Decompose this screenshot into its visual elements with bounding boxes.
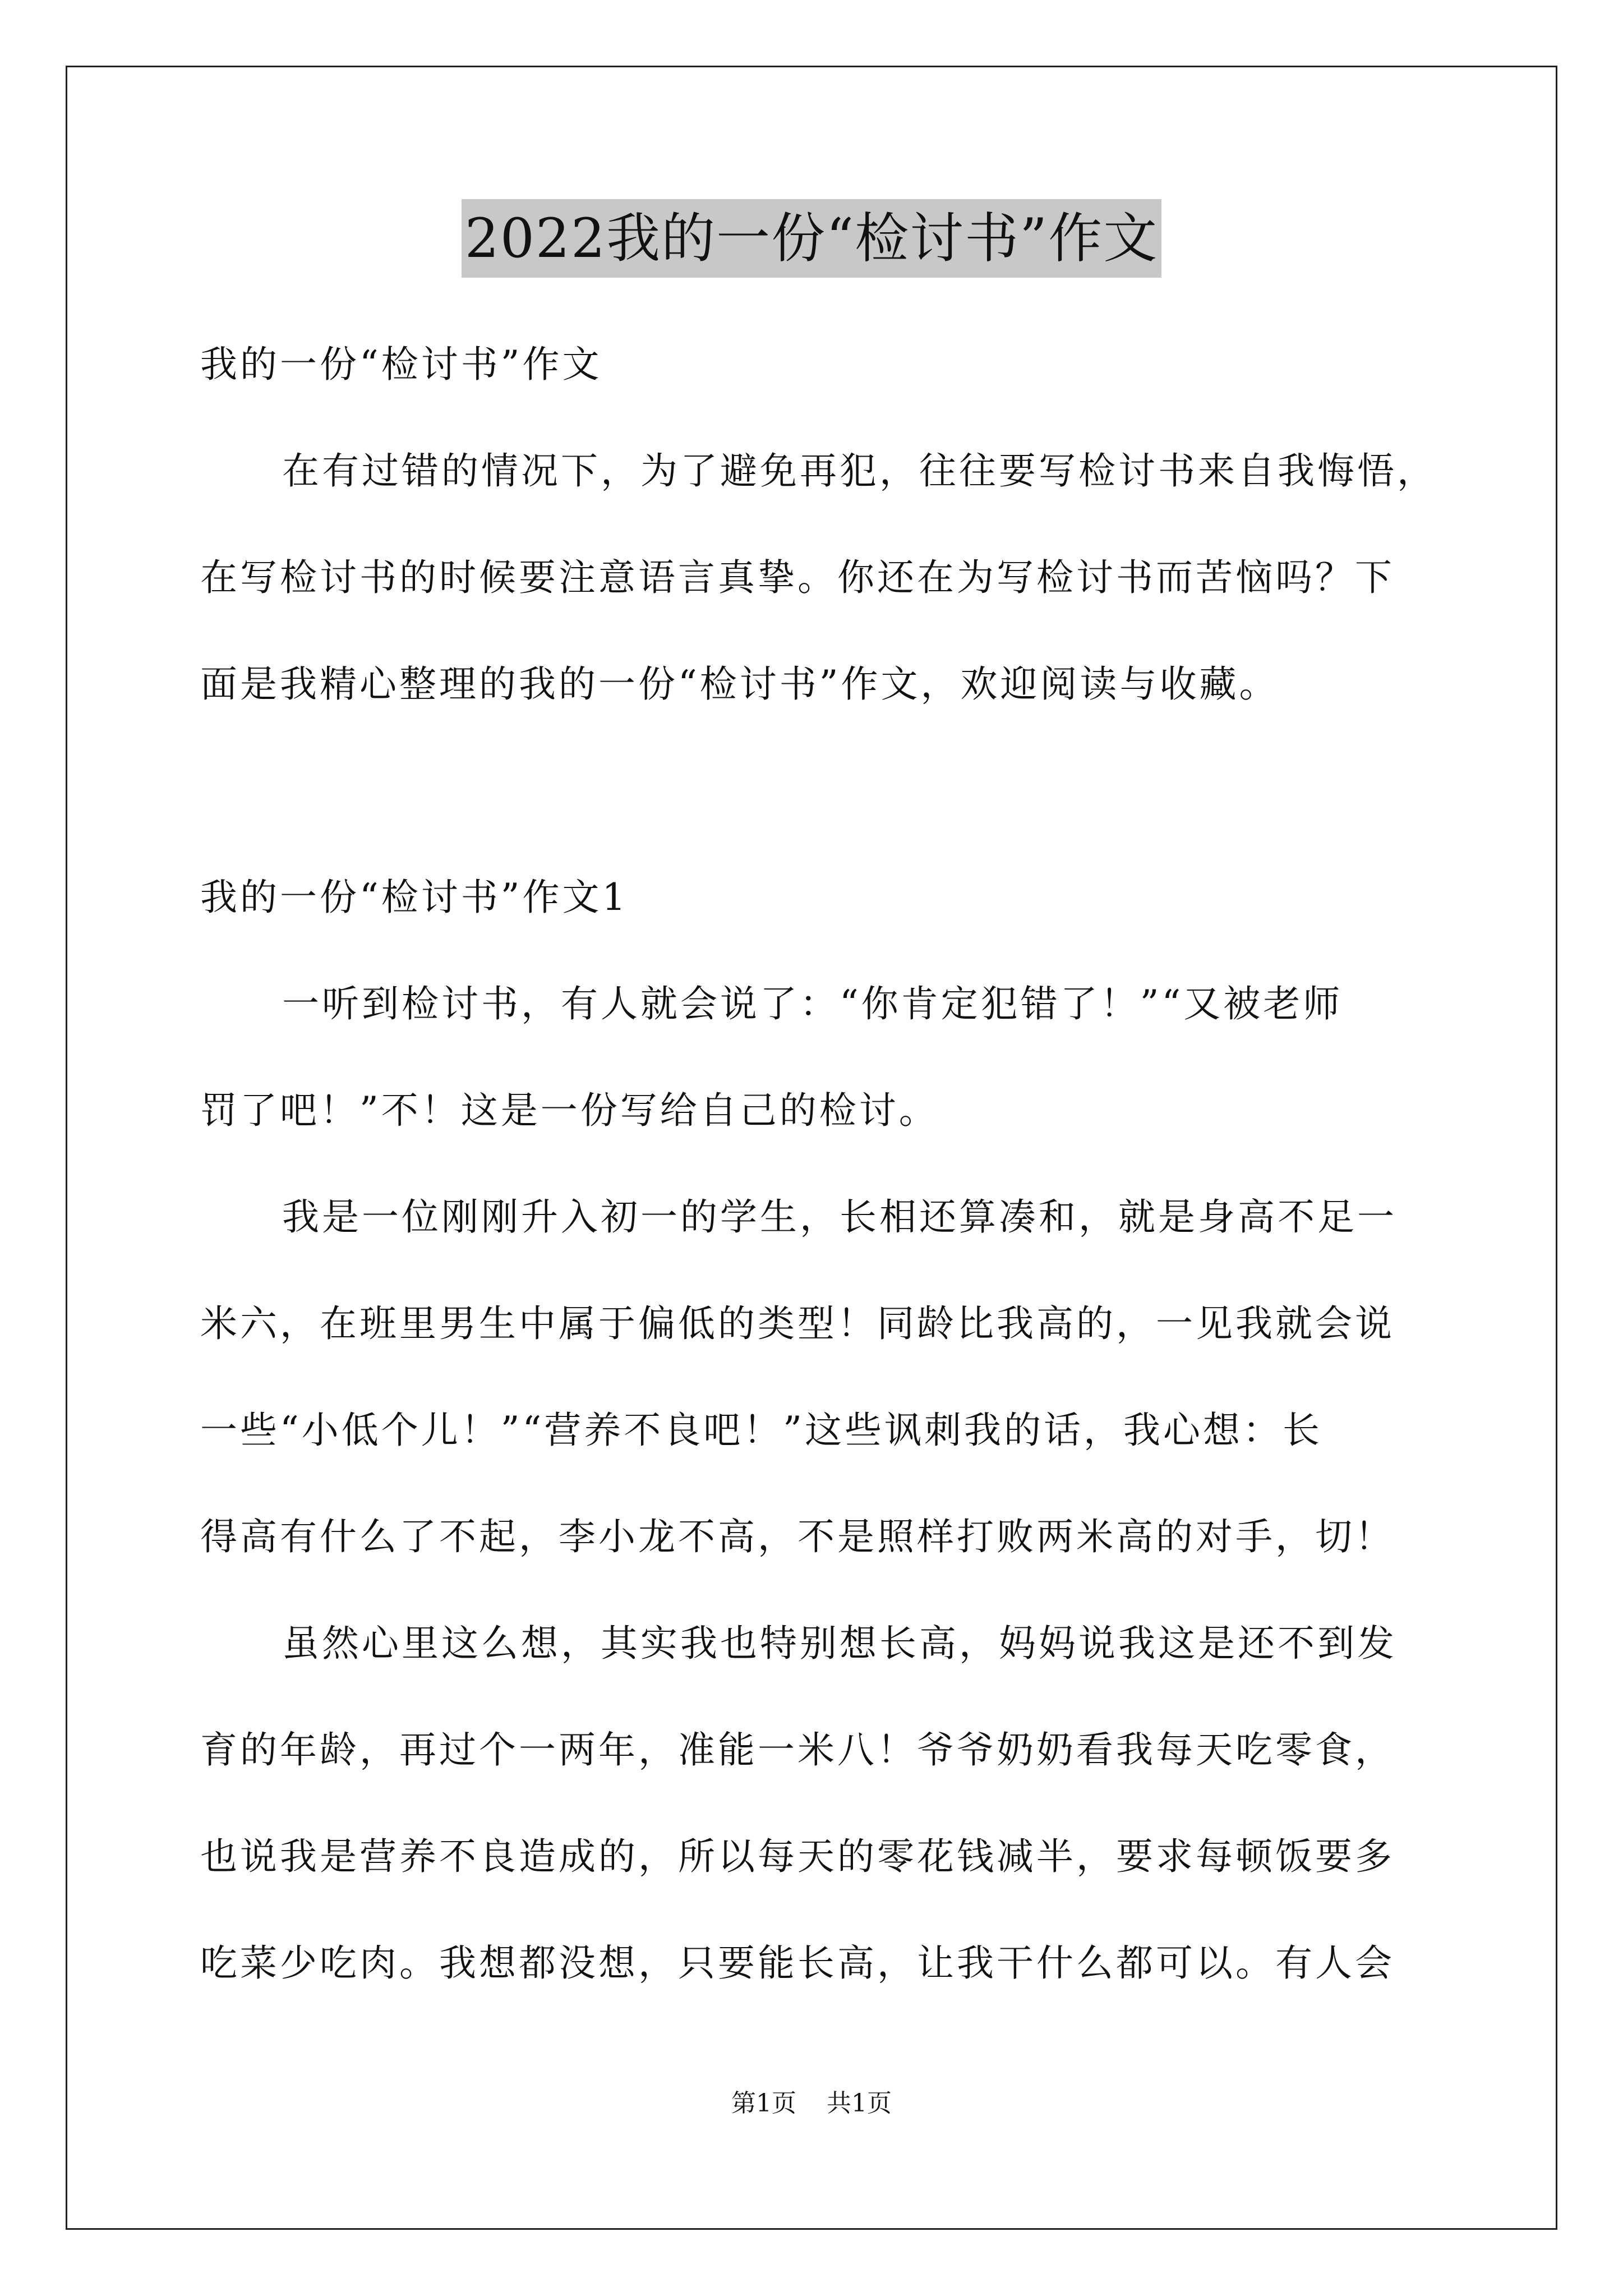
paragraph-line: 罚了吧！”不！这是一份写给自己的检讨。	[200, 1089, 939, 1132]
title-container	[0, 199, 1623, 278]
paragraph-line: 也说我是营养不良造成的，所以每天的零花钱减半，要求每顿饭要多	[200, 1835, 1395, 1878]
spacer	[200, 738, 1434, 844]
paragraph-line: 一听到检讨书，有人就会说了：“你肯定犯错了！”“又被老师	[282, 982, 1343, 1025]
section-heading: 我的一份“检讨书”作文1	[200, 876, 629, 919]
paragraph-line: 吃菜少吃肉。我想都没想，只要能长高，让我干什么都可以。有人会	[200, 1941, 1395, 1985]
document-body	[200, 311, 1437, 2017]
paragraph-line: 育的年龄，再过个一两年，准能一米八！爷爷奶奶看我每天吃零食，	[200, 1728, 1395, 1772]
page-footer	[0, 2087, 1623, 2120]
page-number: 第1页	[731, 2089, 796, 2118]
intro-line: 在写检讨书的时候要注意语言真挚。你还在为写检讨书而苦恼吗？下	[200, 556, 1395, 599]
intro-line: 面是我精心整理的我的一份“检讨书”作文，欢迎阅读与收藏。	[200, 662, 1279, 706]
intro-line: 在有过错的情况下，为了避免再犯，往往要写检讨书来自我悔悟，	[282, 449, 1437, 493]
document-title: 2022我的一份“检讨书”作文	[462, 199, 1161, 278]
page-total: 共1页	[827, 2089, 892, 2118]
paragraph-line: 我是一位刚刚升入初一的学生，长相还算凑和，就是身高不足一	[282, 1195, 1397, 1239]
paragraph-line: 得高有什么了不起，李小龙不高，不是照样打败两米高的对手，切！	[200, 1515, 1395, 1558]
paragraph-line: 虽然心里这么想，其实我也特别想长高，妈妈说我这是还不到发	[282, 1622, 1397, 1665]
subheading: 我的一份“检讨书”作文	[200, 343, 602, 386]
paragraph-line: 一些“小低个儿！”“营养不良吧！”这些讽刺我的话，我心想：长	[200, 1409, 1322, 1452]
paragraph-line: 米六，在班里男生中属于偏低的类型！同龄比我高的，一见我就会说	[200, 1302, 1395, 1345]
